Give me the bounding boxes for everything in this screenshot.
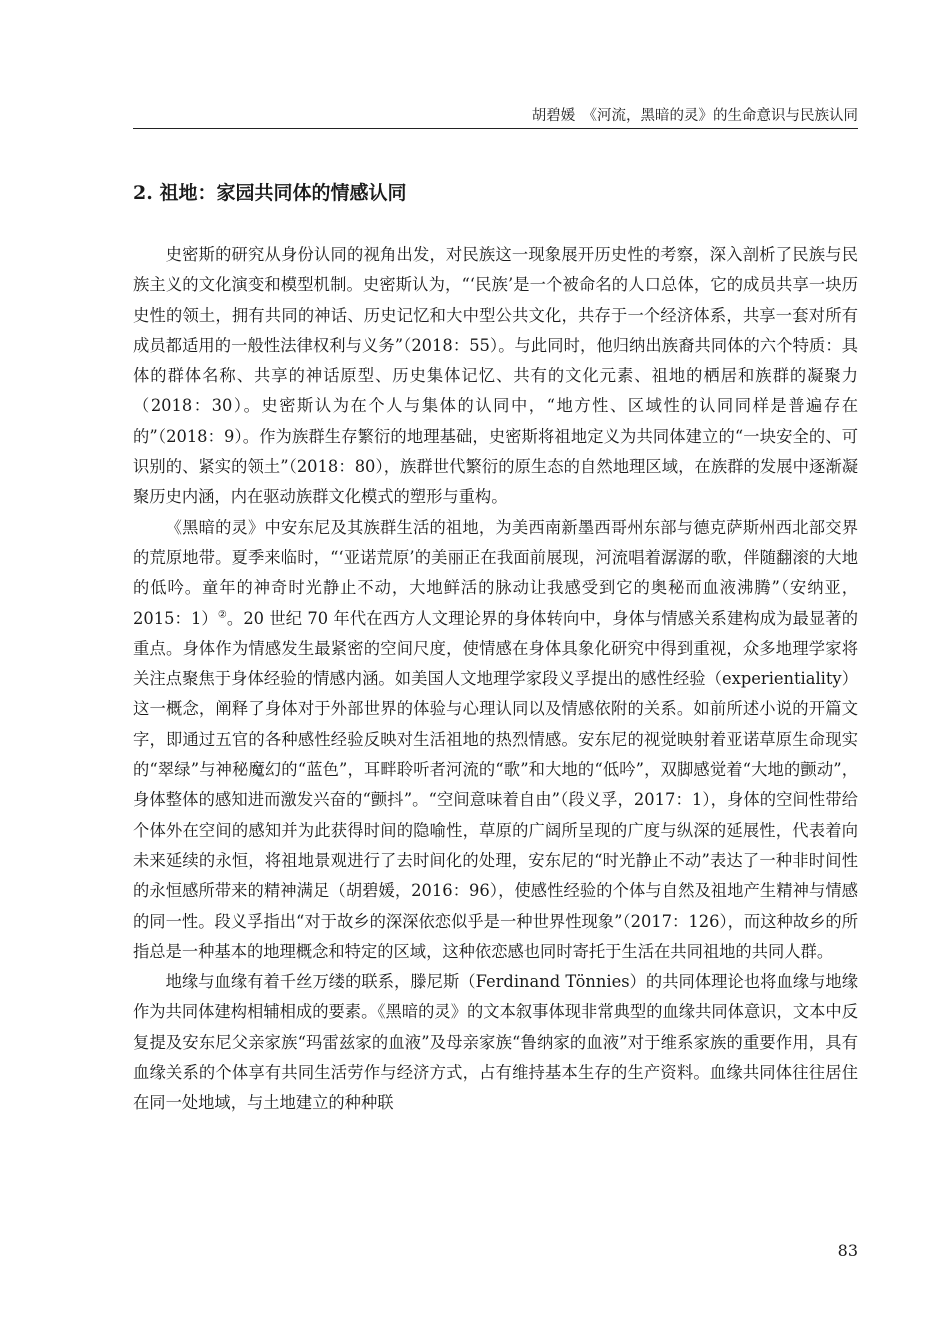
- paragraph-2-text-a: 《黑暗的灵》中安东尼及其族群生活的祖地，为美西南新墨西哥州东部与德克萨斯州西北部交界的荒原地带。夏季来临时，“‘亚诺荒原’的美丽正在我面前展现，河流唱着潺潺的歌，伴随翻滚的大地的低吟。童年的神奇时光静止不动，大地鲜活的脉动让我感受到它的奥秘而血液沸腾”（安纳亚，2015：1）: [133, 517, 858, 628]
- paragraph-1: 史密斯的研究从身份认同的视角出发，对民族这一现象展开历史性的考察，深入剖析了民族与民族主义的文化演变和模型机制。史密斯认为，“‘民族’是一个被命名的人口总体，它的成员共享一块历史性的领土，拥有共同的神话、历史记忆和大中型公共文化，共存于一个经济体系，共享一套对所有成员都适用的一般性法律权利与义务”（2018：55）。与此同时，他归纳出族裔共同体的六个特质：具体的群体名称、共享的神话原型、历史集体记忆、共有的文化元素、祖地的栖居和族群的凝聚力（2018：30）。史密斯认为在个人与集体的认同中，“地方性、区域性的认同同样是普遍存在的”（2018：9）。作为族群生存繁衍的地理基础，史密斯将祖地定义为共同体建立的“一块安全的、可识别的、紧实的领土”（2018：80），族群世代繁衍的原生态的自然地理区域，在族群的发展中逐渐凝聚历史内涵，内在驱动族群文化模式的塑形与重构。: [133, 245, 858, 507]
- header-rule: [133, 128, 858, 129]
- paragraph-2-text-b: 。20 世纪 70 年代在西方人文理论界的身体转向中，身体与情感关系建构成为最显著的重点。身体作为情感发生最紧密的空间尺度，使情感在身体具象化研究中得到重视，众多地理学家将关注点聚焦于身体经验的情感内涵。如美国人文地理学家段义孚提出的感性经验（experientiality）这一概念，阐释了身体对于外部世界的体验与心理认同以及情感依附的关系。如前所述小说的开篇文字，即通过五官的各种感性经验反映对生活祖地的热烈情感。安东尼的视觉映射着亚诺草原生命现实的“翠绿”与神秘魔幻的“蓝色”，耳畔聆听者河流的“歌”和大地的“低吟”，双脚感觉着“大地的颤动”，身体整体的感知进而激发兴奋的“颤抖”。“空间意味着自由”（段义孚，2017：1），身体的空间性带给个体外在空间的感知并为此获得时间的隐喻性，草原的广阔所呈现的广度与纵深的延展性，代表着向未来延续的永恒，将祖地景观进行了去时间化的处理，安东尼的“时光静止不动”表达了一种非时间性的永恒感所带来的精神满足（胡碧媛，2016：96），使感性经验的个体与自然及祖地产生精神与情感的同一性。段义孚指出“对于故乡的深深依恋似乎是一种世界性现象”（2017：126），而这种故乡的所指总是一种基本的地理概念和特定的区域，这种依恋感也同时寄托于生活在共同祖地的共同人群。: [133, 608, 859, 961]
- section-heading: 2. 祖地：家园共同体的情感认同: [133, 182, 407, 204]
- running-header: 胡碧媛 《河流，黑暗的灵》的生命意识与民族认同: [531, 108, 858, 124]
- body-text: [133, 240, 858, 1119]
- page-number: 83: [837, 1241, 858, 1260]
- footnote-marker[interactable]: ②: [217, 609, 227, 621]
- paragraph-2: [133, 513, 858, 967]
- paragraph-3: 地缘与血缘有着千丝万缕的联系，滕尼斯（Ferdinand Tönnies）的共同体理论也将血缘与地缘作为共同体建构相辅相成的要素。《黑暗的灵》的文本叙事体现非常典型的血缘共同体意识，文本中反复提及安东尼父亲家族“玛雷兹家的血液”及母亲家族“鲁纳家的血液”对于维系家族的重要作用，具有血缘关系的个体享有共同生活劳作与经济方式，占有维持基本生存的生产资料。血缘共同体往往居住在同一处地域，与土地建立的种种联: [133, 972, 858, 1113]
